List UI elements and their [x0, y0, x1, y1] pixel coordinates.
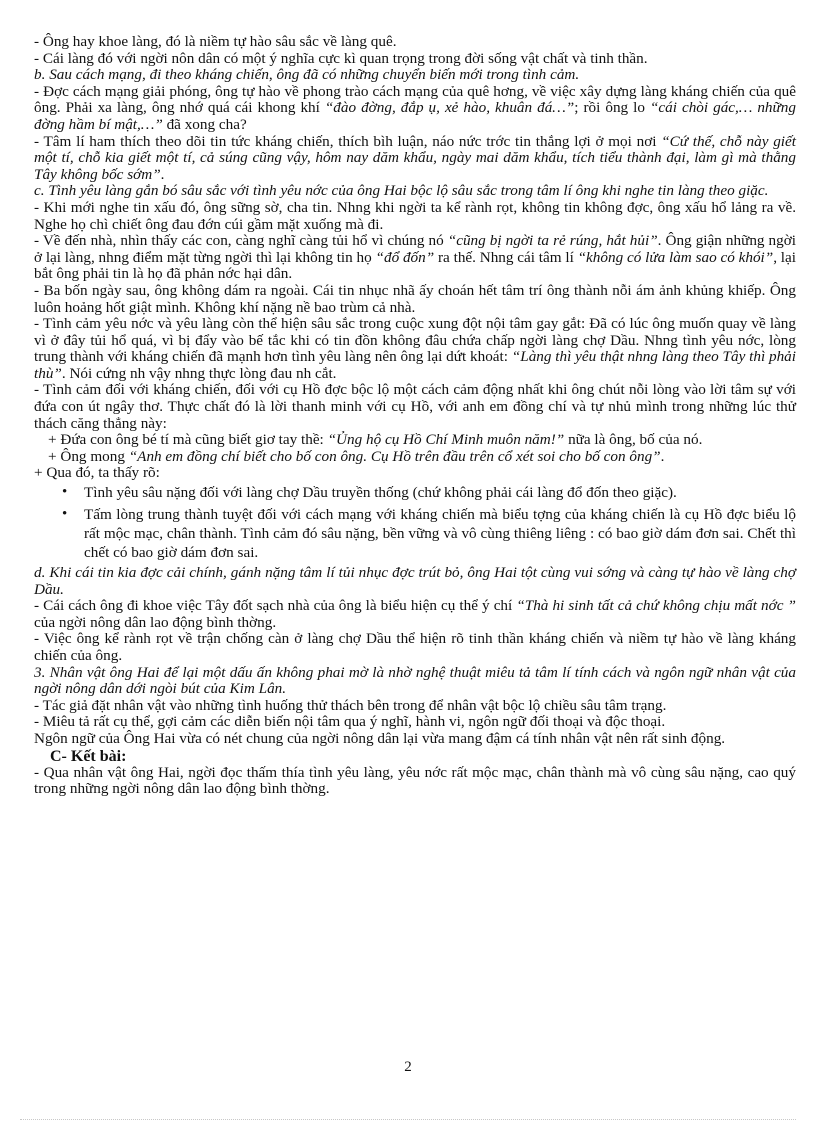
paragraph-b-4 — [34, 698, 796, 715]
paragraph-5 — [34, 183, 796, 200]
paragraph-b-5 — [34, 714, 796, 731]
italic-quote: “không có lửa làm sao có khói” — [577, 248, 774, 266]
paragraph-1 — [34, 51, 796, 68]
bullet-list — [34, 483, 796, 562]
text-run: . — [660, 447, 665, 465]
page-number: 2 — [404, 1059, 412, 1075]
paragraph-8 — [34, 283, 796, 316]
paragraph-b-1 — [34, 598, 796, 631]
paragraph-b-2 — [34, 631, 796, 664]
text-run: - Tâm lí ham thích theo dõi tin tức kháng chiến, thích bìh luận, náo nức trớc tin thắng lợi ở mọi nơi — [34, 132, 662, 150]
italic-quote: “Cứ thế, chỗ này giết một tí, chỗ kia giết một tí, cả súng cũng vậy, hôm nay dăm khẩu, ngày mai dăm khẩu, tích tiểu thành đại, làm gì mà thằng Tây không bốc sớm” — [34, 132, 796, 183]
paragraph-b-6 — [34, 731, 796, 748]
text-run: - Việc ông kể rành rọt về trận chống càn ở làng chợ Dầu thể hiện rõ tinh thần kháng chiến và niềm tự hào về làng kháng chiến của ông. — [34, 630, 796, 664]
italic-quote: “Anh em đồng chí biết cho bố con ông. Cụ Hồ trên đầu trên cổ xét soi cho bố con ông” — [128, 447, 661, 465]
body-text-part-2 — [34, 565, 796, 748]
section-heading-ket-bai: C- Kết bài: — [50, 747, 127, 765]
bullet-item — [34, 505, 796, 562]
text-run: + Đứa con ông bé tí mà cũng biết giơ tay thề: — [48, 431, 328, 449]
paragraph-10 — [34, 382, 796, 432]
paragraph-6 — [34, 200, 796, 233]
italic-quote: “đổ đốn” — [375, 248, 435, 266]
text-run: của ngời nông dân lao động bình thờng. — [34, 613, 277, 631]
text-run: Ngôn ngữ của Ông Hai vừa có nét chung của ngời nông dân lại vừa mang đậm cá tính nhân vật nên rất sinh động. — [34, 729, 726, 747]
text-run: + Ông mong — [48, 447, 129, 465]
italic-quote: c. Tình yêu làng gắn bó sâu sắc với tình yêu nớc của ông Hai bộc lộ sâu sắc trong tâm lí ông khi nghe tin làng theo giặc. — [34, 182, 769, 200]
text-run: . — [160, 165, 165, 183]
paragraph-0 — [34, 34, 796, 51]
text-run: đã xong cha? — [162, 115, 247, 133]
paragraph-3 — [34, 84, 796, 134]
text-run: nữa là ông, bố của nó. — [564, 431, 703, 449]
italic-quote: “cái chòi gác,… những đờng hầm bí mật,…” — [34, 99, 796, 133]
paragraph-9 — [34, 316, 796, 382]
italic-quote: “Ủng hộ cụ Hồ Chí Minh muôn năm!” — [327, 431, 565, 449]
paragraph-11 — [34, 432, 796, 449]
text-run: - Ông hay khoe làng, đó là niềm tự hào sâu sắc về làng quê. — [34, 33, 397, 50]
bullet-text: Tấm lòng trung thành tuyệt đối với cách mạng với kháng chiến mà biểu tợng của kháng chiến là cụ Hồ đợc biểu lộ rất mộc mạc, chân thành. Tình cảm đó sâu nặng, bền vững và vô cùng thiêng liêng : có bao giờ dám đơn sai. Chết thì chết có bao giờ dám đơn sai. — [84, 506, 796, 562]
italic-quote: 3. Nhân vật ông Hai để lại một dấu ấn không phai mờ là nhờ nghệ thuật miêu tả tâm lí tính cách và ngôn ngữ nhân vật của ngời nông dân dới ngòi bút của Kim Lân. — [34, 663, 796, 698]
paragraph-b-0 — [34, 565, 796, 598]
italic-quote: d. Khi cái tin kia đợc cải chính, gánh nặng tâm lí tủi nhục đợc trút bỏ, ông Hai tột cùng vui sớng và càng tự hào về làng chợ Dầu. — [34, 564, 796, 598]
closing-paragraph: - Qua nhân vật ông Hai, ngời đọc thấm thía tình yêu làng, yêu nớc rất mộc mạc, chân thành mà vô cùng sâu nặng, cao quý trong những ngời nông dân lao động bình thờng. — [34, 763, 796, 798]
paragraph-12 — [34, 449, 796, 466]
bullet-item — [34, 483, 796, 502]
text-run: . Ông giận những ngời ở lại làng, nhng điểm mặt từng ngời thì lại không tin họ — [34, 232, 796, 266]
paragraph-4 — [34, 134, 796, 184]
text-run: - Miêu tả rất cụ thể, gợi cảm các diễn biến nội tâm qua ý nghĩ, hành vi, ngôn ngữ đối thoại và độc thoại. — [34, 713, 666, 731]
paragraph-b-3 — [34, 665, 796, 698]
text-run: + Qua đó, ta thấy rõ: — [34, 464, 160, 482]
paragraph-13 — [34, 465, 796, 482]
text-run: - Ba bốn ngày sau, ông không dám ra ngoài. Cái tin nhục nhã ấy choán hết tâm trí ông thành nỗi ám ảnh khủng khiếp. Ông luôn hoảng hốt giật mình. Không khí nặng nề bao trùm cả nhà. — [34, 281, 796, 316]
page-bottom-rule — [20, 1119, 796, 1120]
text-run: - Tình cảm yêu nớc và yêu làng còn thể hiện sâu sắc trong cuộc xung đột nội tâm gay gắt: Đã có lúc ông muốn quay về làng vì ở đây tủi hổ quá, vì bị đẩy vào bế tắc khi có tin đồn không đâu chứa chấp ngời làng chợ Dầu. Nhng tình yêu nớc, lòng trung thành với kháng chiến đã mạnh hơn tình yêu làng nên ông lại dứt khoát: — [34, 315, 796, 366]
text-run: - Cái cách ông đi khoe việc Tây đốt sạch nhà của ông là biểu hiện cụ thể ý chí — [34, 597, 517, 615]
text-run: - Tác giả đặt nhân vật vào những tình huống thử thách bên trong để nhân vật bộc lộ chiều sâu tâm trạng. — [34, 696, 667, 714]
text-run: - Cái làng đó với ngời nôn dân có một ý nghĩa cực kì quan trọng trong đời sống vật chất và tinh thần. — [34, 49, 648, 67]
text-run: ra thế. Nhng cái tâm lí — [434, 248, 578, 266]
text-run: - Về đến nhà, nhìn thấy các con, càng nghĩ càng tủi hổ vì chúng nó — [34, 232, 448, 250]
text-run: - Khi mới nghe tin xấu đó, ông sững sờ, cha tin. Nhng khi ngời ta kể rành rọt, không tin không đợc, ông xấu hổ lảng ra về. Nghe họ chì chiết ông đau đớn cúi gầm mặt xuống mà đi. — [34, 198, 796, 233]
text-run: - Tình cảm đối với kháng chiến, đối với cụ Hồ đợc bộc lộ một cách cảm động nhất khi ông chút nỗi lòng vào lời tâm sự với đứa con út ngây thơ. Thực chất đó là lời thanh minh với cụ Hồ, với anh em đồng chí và tự nhủ mình trong những lúc thử thách căng thẳng này: — [34, 381, 796, 432]
italic-quote: “cũng bị ngời ta rẻ rúng, hắt hủi” — [447, 232, 658, 250]
italic-quote: “Thà hi sinh tất cả chứ không chịu mất nớc ” — [516, 597, 796, 615]
italic-quote: “đào đờng, đắp ụ, xẻ hào, khuân đá…” — [324, 99, 575, 117]
italic-quote: “Làng thì yêu thật nhng làng theo Tây thì phải thù” — [34, 348, 796, 382]
paragraph-2 — [34, 67, 796, 84]
bullet-dot-icon: • — [62, 506, 68, 523]
document-page — [34, 34, 796, 798]
bullet-text: Tình yêu sâu nặng đối với làng chợ Dầu truyền thống (chứ không phải cái làng đổ đốn theo giặc). — [84, 484, 677, 502]
text-run: , lại bắt ông phải tin là họ đã phản nớc hại dân. — [34, 248, 796, 283]
body-text-part-1 — [34, 34, 796, 482]
text-run: ; rồi ông lo — [574, 99, 650, 117]
text-run: . Nói cứng nh vậy nhng thực lòng đau nh cắt. — [61, 364, 337, 382]
bullet-dot-icon: • — [62, 484, 68, 501]
italic-quote: b. Sau cách mạng, đi theo kháng chiến, ông đã có những chuyển biến mới trong tình cảm. — [34, 66, 580, 84]
paragraph-7 — [34, 233, 796, 283]
text-run: - Đợc cách mạng giải phóng, ông tự hào về phong trào cách mạng của quê hơng, về việc xây dựng làng kháng chiến của quê ông. Phải xa làng, ông nhớ quá cái khong khí — [34, 82, 796, 117]
